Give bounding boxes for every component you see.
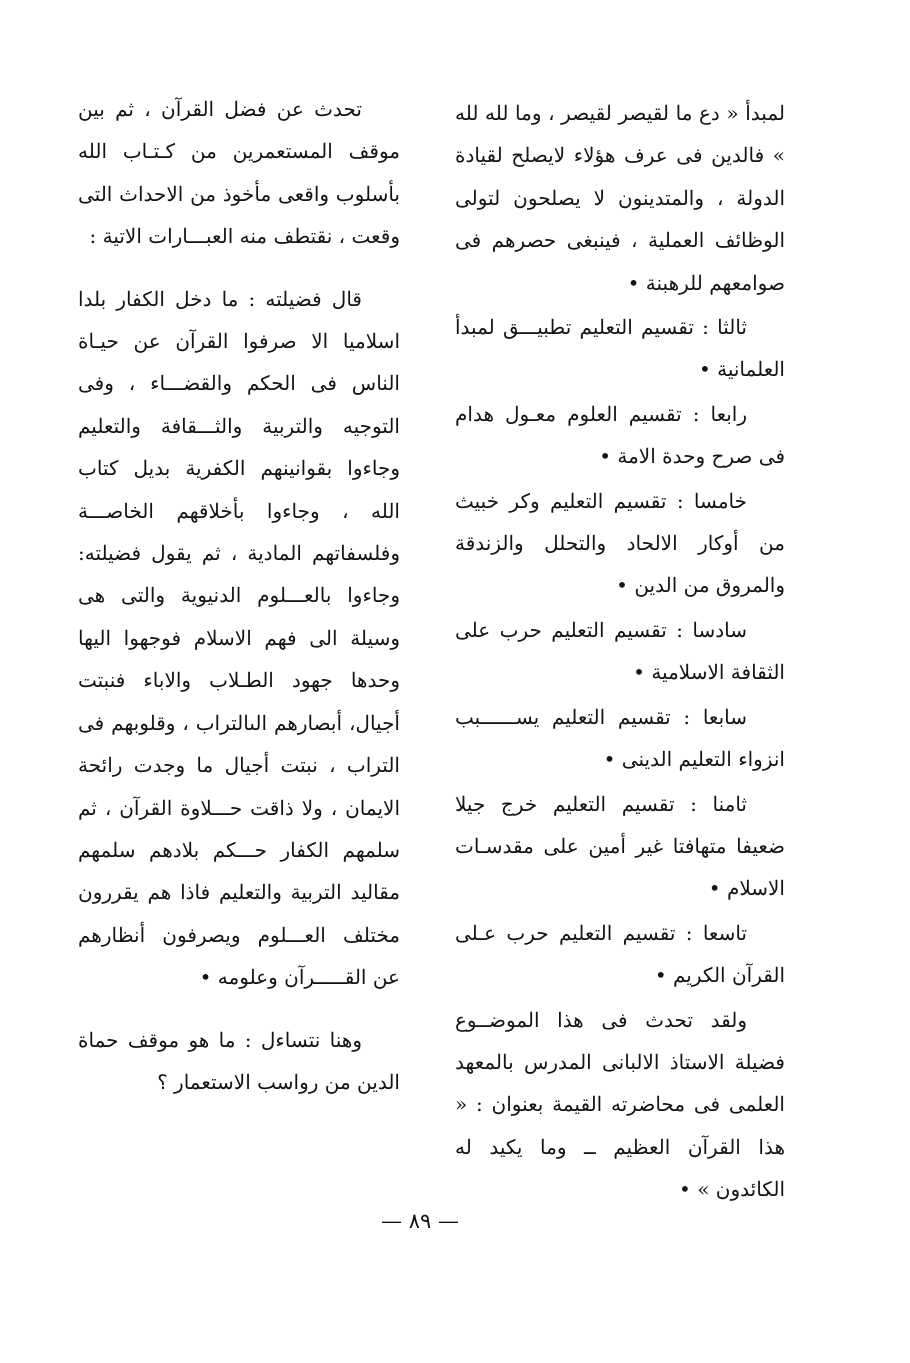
paragraph-point-sixth: سادسا : تقسيم التعليم حرب على الثقافة الاسلامية • xyxy=(455,617,785,685)
paragraph-question: وهنا نتساءل : ما هو موقف حماة الدين من رواسب الاستعمار ؟ xyxy=(78,1027,400,1094)
paragraph-point-seventh: سابعا : تقسيم التعليم يســــــبب انزواء التعليم الدينى • xyxy=(455,704,785,772)
paragraph-point-ninth: تاسعا : تقسيم التعليم حرب عـلى القرآن الكريم • xyxy=(455,920,785,988)
paragraph-quotation: قال فضيلته : ما دخل الكفار بلدا اسلاميا الا صرفوا القرآن عن حيـاة الناس فى الحكم والقضـــاء ، وفى التوجيه والتربية والثـــقافة والتعليم وجاءوا بقوانينهم الكفرية بديل كتاب الله ، وجاءوا بأخلاقهم الخاصـــة وفلسفاتهم المادية ، ثم يقول فضيلته: وجاءوا بالعـــلوم الدنيوية والتى هى وسيلة الى فهم الاسلام فوجهوا اليها وحدها جهود الطـلاب والاباء فنبتت أجيال، أبصارهم الىالتراب ، وقلوبهم فى التراب ، نبتت أجيال ما وجدت رائحة الايمان ، ولا ذاقت حـــلاوة القرآن ، ثم سلمهم الكفار حـــكم بلادهم سلمهم مقاليد التربية والتعليم فاذا هم يقررون مختلف العـــلوم ويصرفون أنظارهم عن القـــــرآن وعلومه • xyxy=(78,286,400,990)
paragraph-lecture-intro: ولقد تحدث فى هذا الموضــوع فضيلة الاستاذ الالبانى المدرس بالمعهد العلمى فى محاضرته القيمة بعنوان : « هذا القرآن العظيم ــ وما يكيد له الكائدون » • xyxy=(455,1007,785,1202)
left-column xyxy=(78,88,400,1103)
paragraph-point-eighth: ثامنا : تقسيم التعليم خرج جيلا ضعيفا متهافتا غير أمين على مقدسـات الاسلام • xyxy=(455,791,785,901)
paragraph-quran-talk: تحدث عن فضل القرآن ، ثم بين موقف المستعمرين من كـتـاب الله بأسلوب واقعى مأخوذ من الاحداث التى وقعت ، نقتطف منه العبـــارات الاتية : xyxy=(78,97,400,249)
right-column xyxy=(455,92,785,1211)
paragraph-point-fourth: رابعا : تقسيم العلوم معـول هدام فى صرح وحدة الامة • xyxy=(455,401,785,469)
paragraph-point-third: ثالثا : تقسيم التعليم تطبيـــق لمبدأ العلمانية • xyxy=(455,315,785,382)
page-number: — ٨٩ — xyxy=(381,1209,459,1233)
paragraph-point-fifth: خامسا : تقسيم التعليم وكر خبيث من أوكار الالحاد والتحلل والزندقة والمروق من الدين • xyxy=(455,488,785,598)
paragraph-secularism-claim: لمبدأ « دع ما لقيصر لقيصر ، وما لله لله » فالدين فى عرف هؤلاء لايصلح لقيادة الدولة ، والمتدينون لا يصلحون لتولى الوظائف العملية ، فينبغى حصرهم فى صوامعهم للرهبنة • xyxy=(455,101,785,295)
